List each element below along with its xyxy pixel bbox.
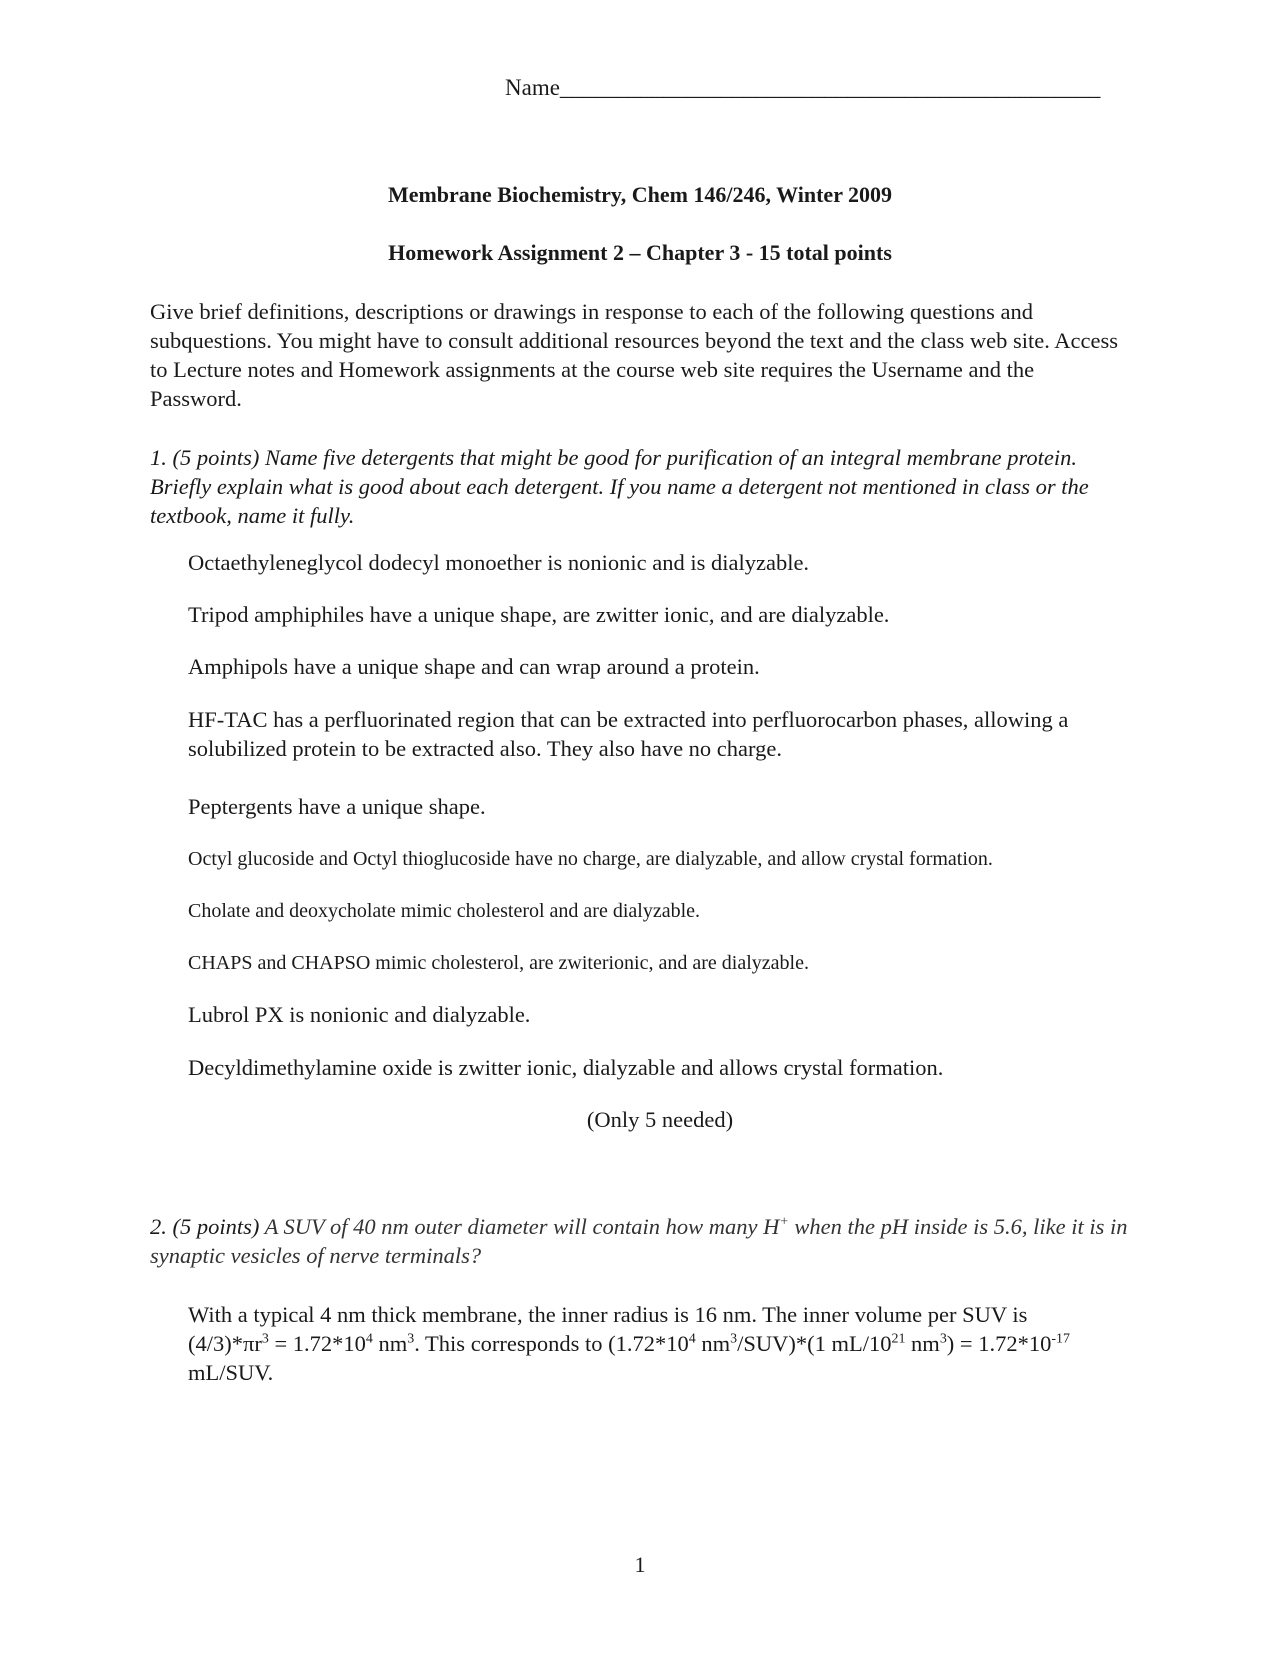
course-title: Membrane Biochemistry, Chem 146/246, Winter 2009 [387, 182, 893, 207]
calc-sup: 4 [365, 1331, 373, 1347]
answer-intro-line: With a typical 4 nm thick membrane, the inner radius is 16 nm. The inner volume per SUV is [188, 1302, 1028, 1327]
question-2-answer [188, 1300, 1128, 1387]
question-2-text-a: A SUV of 40 nm outer diameter will contain how many H [259, 1214, 780, 1239]
name-label: Name [505, 75, 560, 100]
only-five-note: (Only 5 needed) [586, 1107, 734, 1132]
question-2-number: 2. (5 points) [150, 1214, 260, 1239]
name-blank-line: _______________________________________________ [559, 75, 1101, 100]
calc-part: (4/3)*πr [188, 1331, 262, 1356]
calc-part: nm [695, 1331, 731, 1356]
page-number: 1 [634, 1552, 646, 1577]
calc-part: nm [372, 1331, 408, 1356]
calc-sup: 3 [730, 1331, 738, 1347]
question-1-prompt: 1. (5 points) Name five detergents that might be good for purification of an integral membrane protein. Briefly explain what is good about each detergent. If you name a detergent not mentioned in class or the textbook, name it fully. [150, 445, 1089, 528]
calc-sup: 3 [261, 1331, 269, 1347]
answer-item: Amphipols have a unique shape and can wrap around a protein. [188, 654, 760, 679]
name-field [505, 75, 1100, 101]
calc-sup: -17 [1051, 1331, 1070, 1347]
answer-item: Peptergents have a unique shape. [188, 794, 486, 819]
answer-item: HF-TAC has a perfluorinated region that can be extracted into perfluorocarbon phases, allowing a solubilized protein to be extracted also. They also have no charge. [188, 707, 1069, 761]
answer-item: Octyl glucoside and Octyl thioglucoside have no charge, are dialyzable, and allow crystal formation. [188, 848, 993, 870]
question-2-text-b: when the pH inside is 5.6, like it is in synaptic vesicles of nerve terminals? [150, 1214, 1128, 1268]
calc-part: nm [905, 1331, 940, 1356]
answer-item: Octaethyleneglycol dodecyl monoether is nonionic and is dialyzable. [188, 550, 810, 575]
calc-part: ) = 1.72*10 [946, 1331, 1052, 1356]
volume-calculation [188, 1329, 1128, 1387]
calc-part: /SUV)*(1 mL/10 [737, 1331, 892, 1356]
calc-part: mL/SUV. [188, 1360, 274, 1385]
answer-item: CHAPS and CHAPSO mimic cholesterol, are zwiterionic, and are dialyzable. [188, 952, 809, 974]
answer-item: Decyldimethylamine oxide is zwitter ionic, dialyzable and allows crystal formation. [188, 1055, 944, 1080]
instructions-paragraph: Give brief definitions, descriptions or drawings in response to each of the following questions and subquestions. You might have to consult additional resources beyond the text and the class web site. Access to Lecture notes and Homework assignments at the course web site requires the Username and the Password. [150, 299, 1118, 411]
answer-item: Tripod amphiphiles have a unique shape, are zwitter ionic, and are dialyzable. [188, 602, 890, 627]
calc-sup: 21 [891, 1331, 906, 1347]
assignment-title: Homework Assignment 2 – Chapter 3 - 15 total points [388, 240, 892, 265]
question-2-prompt [150, 1212, 1130, 1270]
calc-sup: 4 [688, 1331, 696, 1347]
calc-sup: 3 [407, 1331, 415, 1347]
calc-sup: 3 [939, 1331, 947, 1347]
calc-part: . This corresponds to (1.72*10 [414, 1331, 689, 1356]
question-2-superscript: + [779, 1214, 789, 1230]
calc-part: = 1.72*10 [268, 1331, 366, 1356]
answer-item: Lubrol PX is nonionic and dialyzable. [188, 1002, 531, 1027]
answer-item: Cholate and deoxycholate mimic cholesterol and are dialyzable. [188, 900, 701, 922]
